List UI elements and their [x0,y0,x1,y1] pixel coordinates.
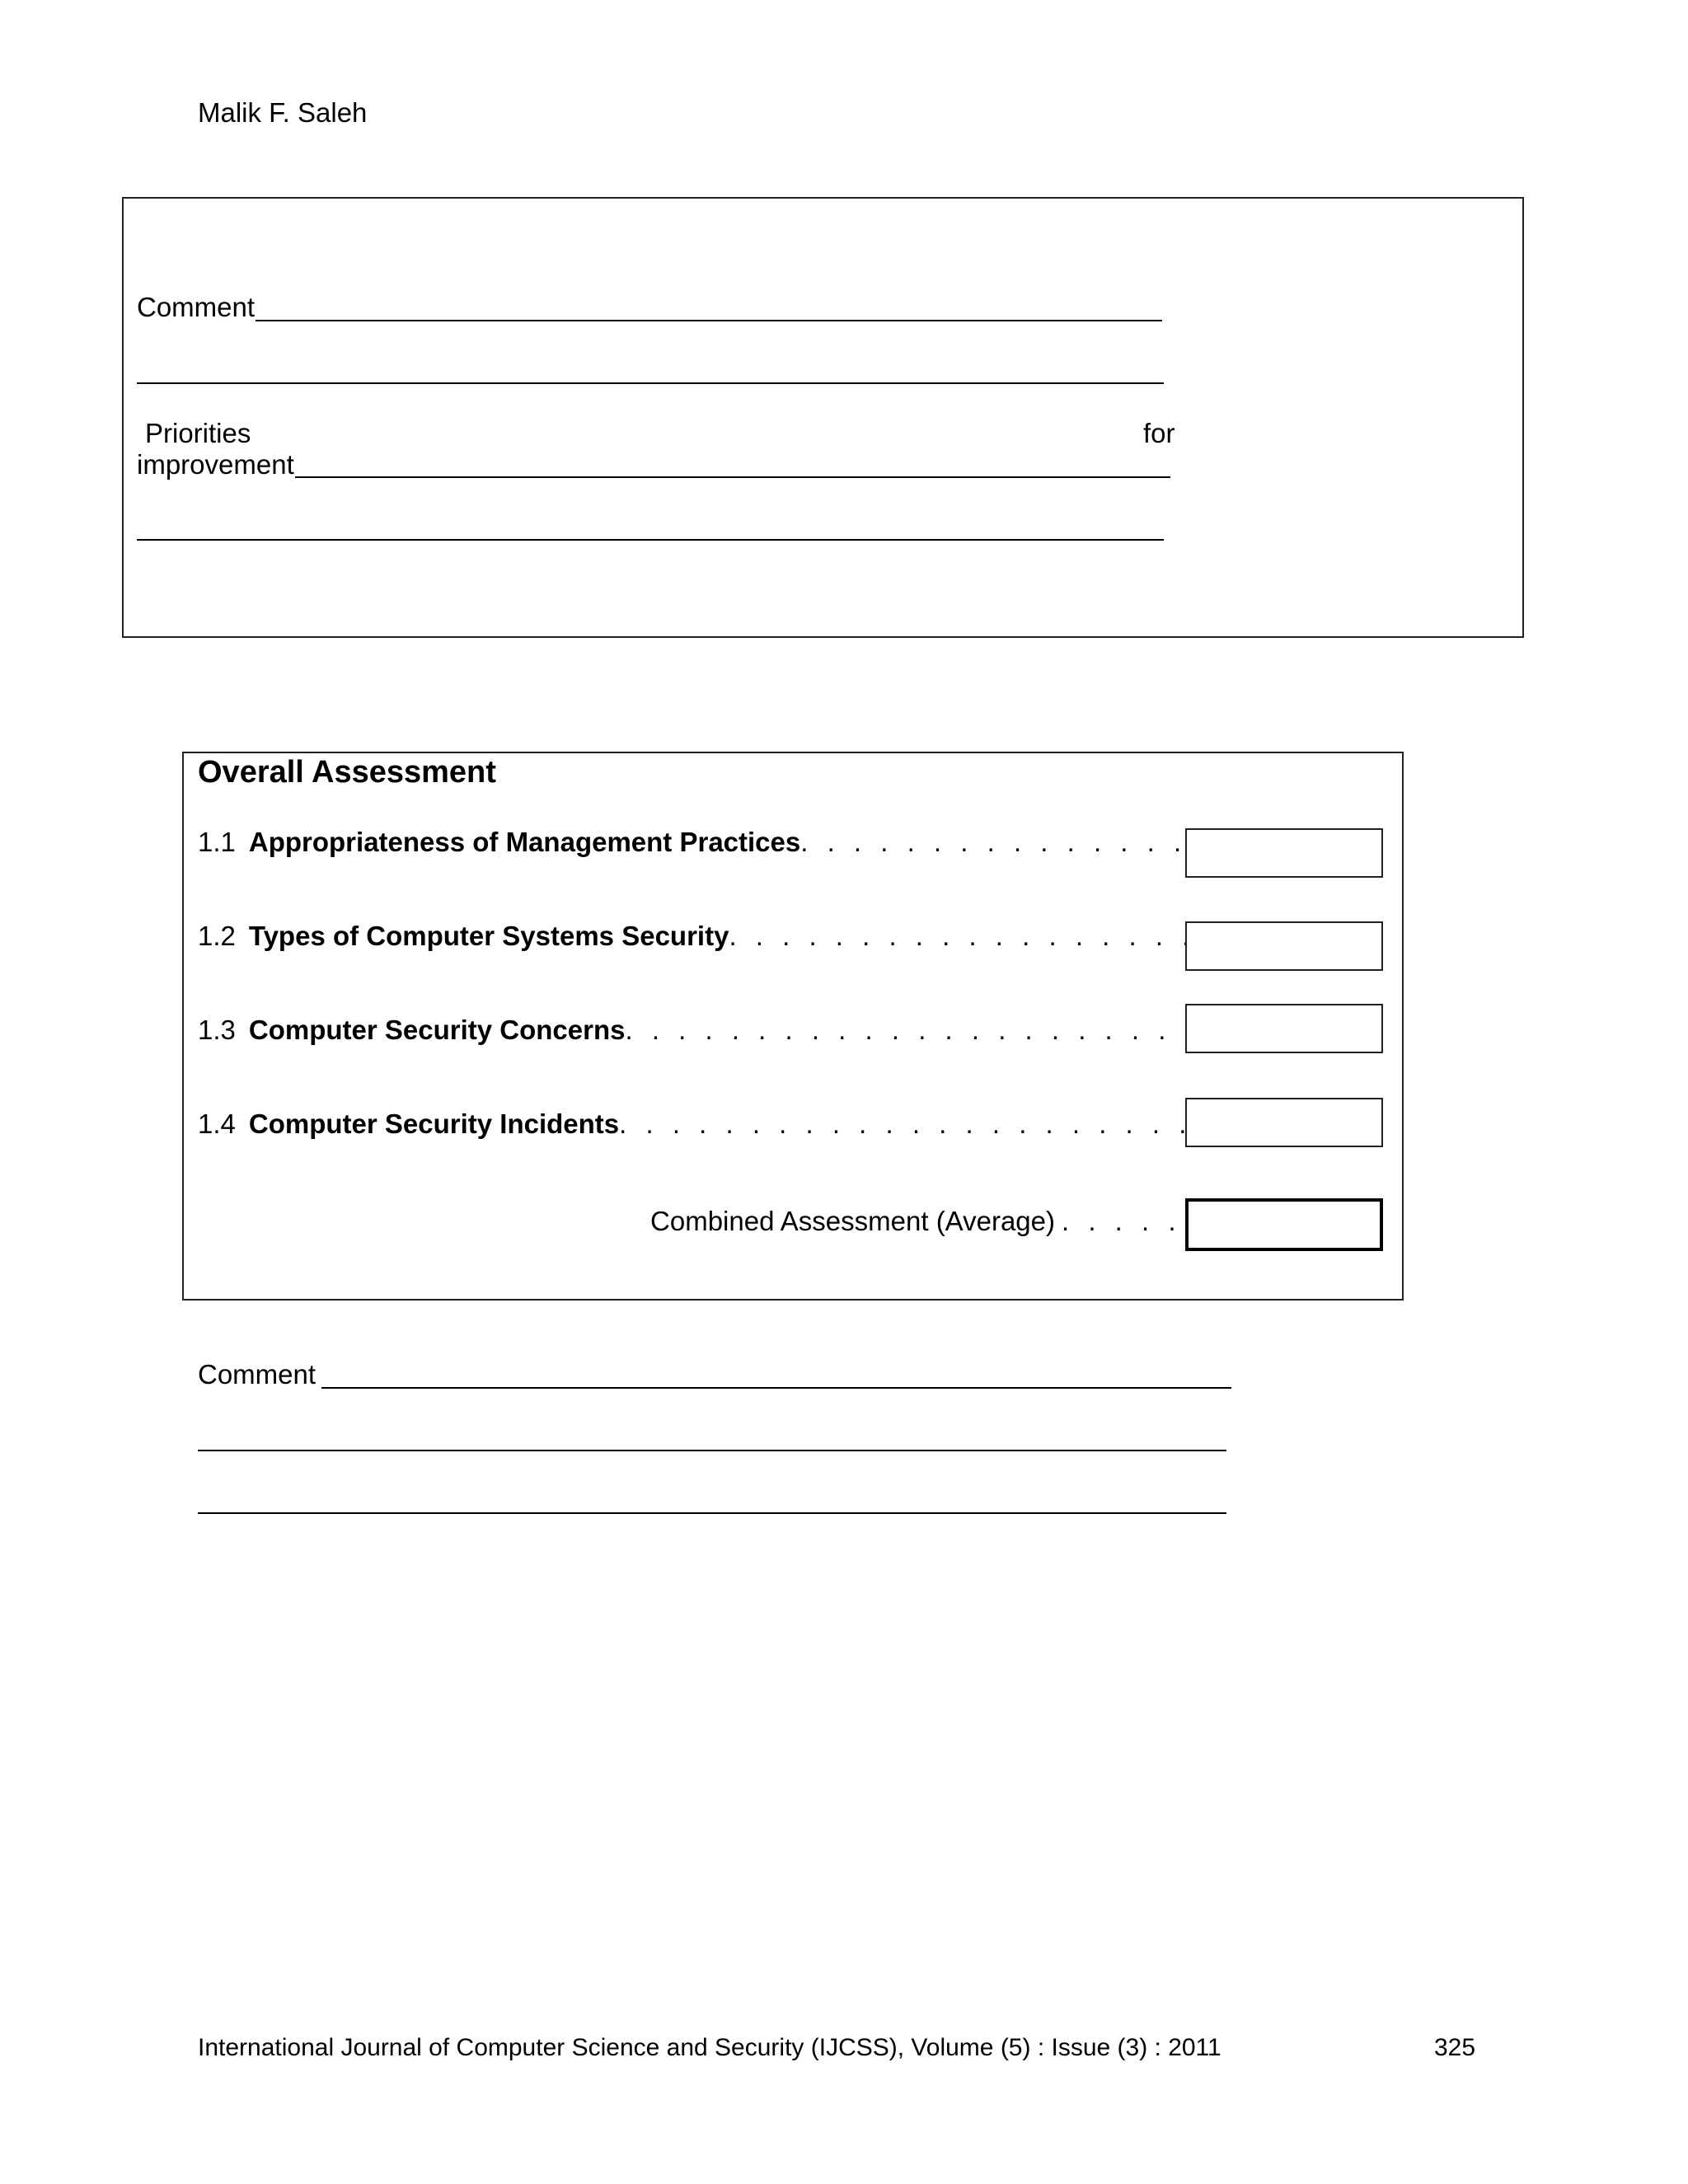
priorities-for-label: for [1143,418,1175,448]
assessment-item-3 [198,1010,1187,1047]
dot-leader [625,1014,1187,1047]
assessment-item-1 [198,823,1187,859]
assessment-score-box-4[interactable] [1185,1098,1383,1147]
priorities-line-2[interactable] [137,539,1164,541]
comment-line-1[interactable] [256,320,1162,321]
dot-leader [800,826,1187,859]
assessment-item-label: Types of Computer Systems Security [248,921,729,951]
assessment-score-box-2[interactable] [1185,921,1383,971]
page-number: 325 [1434,2034,1476,2061]
assessment-item-2 [198,916,1187,953]
assessment-item-number: 1.2 [198,921,236,951]
overall-assessment-title: Overall Assessment [198,755,496,790]
dot-leader [729,920,1187,953]
bottom-comment-line-3[interactable] [198,1512,1226,1514]
assessment-item-number: 1.4 [198,1108,236,1139]
assessment-item-label: Appropriateness of Management Practices [248,827,801,857]
dot-leader [1062,1205,1185,1238]
combined-assessment-score-box[interactable] [1185,1198,1383,1251]
bottom-comment-line-2[interactable] [198,1450,1226,1451]
assessment-item-number: 1.1 [198,827,236,857]
comment-line-2[interactable] [137,382,1164,384]
assessment-item-label: Computer Security Concerns [248,1015,626,1045]
assessment-score-box-1[interactable] [1185,828,1383,878]
assessment-item-label: Computer Security Incidents [248,1108,620,1139]
priorities-line-1[interactable] [295,476,1170,478]
combined-assessment-label: Combined Assessment (Average) [650,1206,1055,1236]
bottom-comment-line-1[interactable] [321,1387,1231,1389]
comment-label: Comment [137,292,256,322]
improvement-label: improvement [137,449,294,480]
assessment-item-4 [198,1104,1187,1141]
bottom-comment-label: Comment [198,1359,316,1390]
dot-leader [619,1108,1187,1141]
assessment-item-number: 1.3 [198,1015,236,1045]
combined-assessment-row [643,1202,1185,1238]
journal-footer: International Journal of Computer Science and Security (IJCSS), Volume (5) : Issue (3) : 2011 [198,2034,1221,2061]
running-header-author: Malik F. Saleh [198,97,368,128]
assessment-score-box-3[interactable] [1185,1004,1383,1053]
priorities-label: Priorities [145,418,251,448]
comment-priorities-box [122,197,1524,638]
